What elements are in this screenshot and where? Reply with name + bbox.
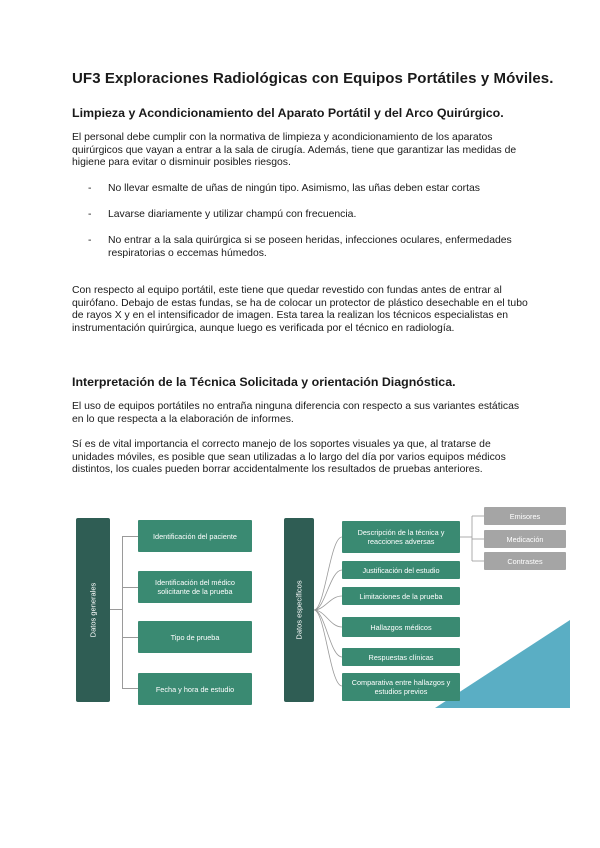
page-title: UF3 Exploraciones Radiológicas con Equipos Portátiles y Móviles. <box>72 70 554 87</box>
bullet-dash: - <box>88 183 92 194</box>
section2-para1: El uso de equipos portátiles no entraña ninguna diferencia con respecto a sus variantes estáticas en lo que respecta a la elaboración de informes. <box>72 401 520 425</box>
bullet-text: No llevar esmalte de uñas de ningún tipo. Asimismo, las uñas deben estar cortas <box>108 183 480 194</box>
general-data-item: Identificación del médico solicitante de la prueba <box>138 571 252 603</box>
section1-heading: Limpieza y Acondicionamiento del Aparato Portátil y del Arco Quirúrgico. <box>72 106 504 120</box>
general-data-label: Datos generales <box>88 582 98 638</box>
bullet-text: No entrar a la sala quirúrgica si se poseen heridas, infecciones oculares, enfermedades respiratorias o eccemas húmedos. <box>108 235 512 259</box>
general-data-item: Fecha y hora de estudio <box>138 673 252 705</box>
section2-heading: Interpretación de la Técnica Solicitada y orientación Diagnóstica. <box>72 375 456 389</box>
technique-subitem: Emisores <box>484 507 566 525</box>
section2-para2: Sí es de vital importancia el correcto manejo de los soportes visuales ya que, al tratarse de unidades móviles, es posible que sean utilizadas a lo largo del día por varios equipos médicos distintos, los cuales pueden borrar accidentalmente los resultados de pruebas anteriores. <box>72 439 506 476</box>
technique-subitem: Medicación <box>484 530 566 548</box>
specific-data-item: Comparativa entre hallazgos y estudios previos <box>342 673 460 701</box>
section1-intro: El personal debe cumplir con la normativa de limpieza y acondicionamiento de los aparatos quirúrgicos que vayan a entrar a la sala de cirugía. Además, tiene que garantizar las medidas de higiene para evitar o disminuir posibles riesgos. <box>72 132 517 169</box>
general-data-item: Tipo de prueba <box>138 621 252 653</box>
specific-data-item: Respuestas clínicas <box>342 648 460 666</box>
general-data-item: Identificación del paciente <box>138 520 252 552</box>
specific-data-item: Justificación del estudio <box>342 561 460 579</box>
bullet-text: Lavarse diariamente y utilizar champú con frecuencia. <box>108 209 357 220</box>
bullet-dash: - <box>88 235 92 246</box>
specific-data-item: Descripción de la técnica y reacciones adversas <box>342 521 460 553</box>
specific-data-label: Datos específicos <box>294 580 304 640</box>
section1-closing: Con respecto al equipo portátil, este tiene que quedar revestido con fundas antes de entrar al quirófano. Debajo de estas fundas, se ha de colocar un protector de plástico desechable en el tubo de rayos X y en el intensificador de imagen. Esta tarea la realizan los técnicos especialistas en instrumentación quirúrgica, aunque luego es verificada por el técnico en radiología. <box>72 285 528 334</box>
bullet-dash: - <box>88 209 92 220</box>
specific-data-item: Limitaciones de la prueba <box>342 587 460 605</box>
technique-subitem: Contrastes <box>484 552 566 570</box>
specific-data-item: Hallazgos médicos <box>342 617 460 637</box>
